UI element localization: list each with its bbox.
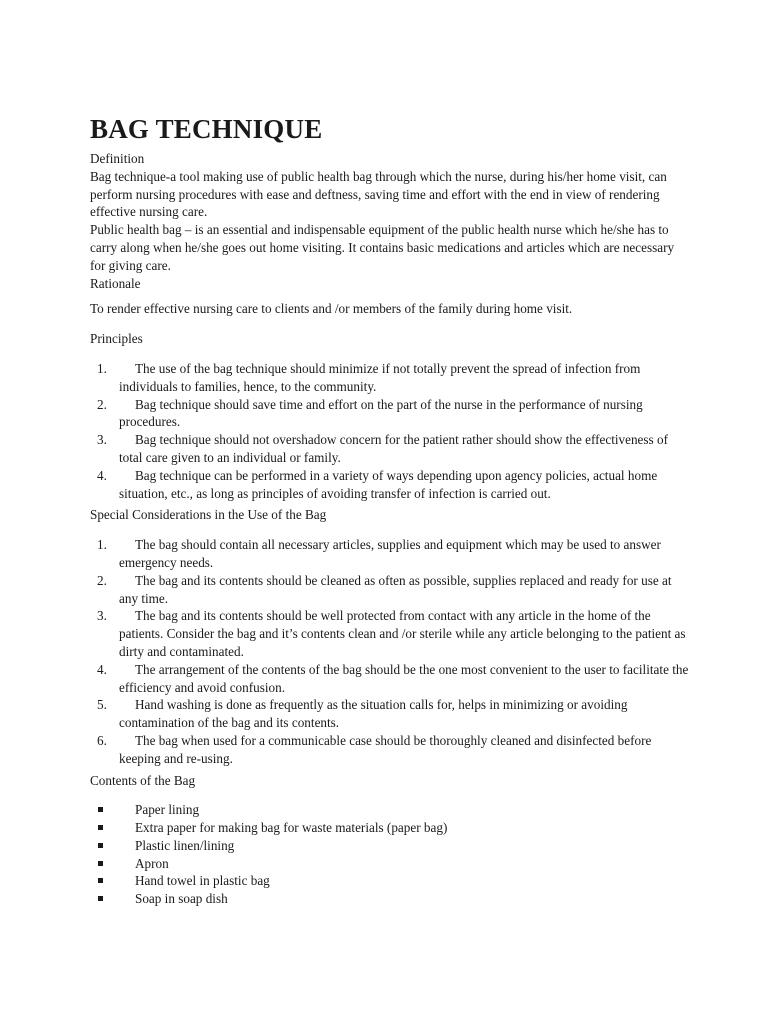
list-item (90, 801, 690, 819)
list-item (90, 467, 690, 503)
square-bullet-icon (98, 861, 103, 866)
list-item (90, 572, 690, 608)
list-item-text: Bag technique can be performed in a variety of ways depending upon agency policies, actual home situation, etc., as long as principles of avoiding transfer of infection is carried out. (119, 467, 658, 501)
list-item-text: Hand washing is done as frequently as the situation calls for, helps in minimizing or avoiding contamination of the bag and its contents. (119, 697, 628, 731)
list-item (90, 732, 690, 768)
list-number: 1. (97, 537, 107, 553)
list-number: 2. (97, 396, 107, 412)
list-item-text: The bag and its contents should be cleaned as often as possible, supplies replaced and ready for use at any time. (119, 572, 672, 606)
list-item (90, 536, 690, 572)
list-item-text: Bag technique should save time and effort on the part of the nurse in the performance of nursing procedures. (119, 396, 643, 430)
definition-paragraph-public-health-bag: Public health bag – is an essential and indispensable equipment of the public health nurse which he/she has to carry along when he/she goes out home visiting. It contains basic medications and articles which are necessary for giving care. (90, 222, 675, 273)
list-item-text: Soap in soap dish (135, 891, 228, 907)
list-item-text: Paper lining (135, 802, 200, 818)
list-item (90, 872, 690, 890)
list-item (90, 360, 690, 396)
rationale-text: To render effective nursing care to clients and /or members of the family during home visit. (90, 301, 573, 317)
document-title: BAG TECHNIQUE (90, 114, 323, 144)
definition-heading: Definition (90, 151, 145, 166)
list-number: 1. (97, 360, 107, 376)
contents-list (90, 801, 690, 908)
list-item-text: The use of the bag technique should minimize if not totally prevent the spread of infection from individuals to families, hence, to the community. (119, 360, 641, 394)
square-bullet-icon (98, 896, 103, 901)
list-item-text: The arrangement of the contents of the bag should be the one most convenient to the user to facilitate the efficiency and avoid confusion. (119, 661, 689, 695)
list-item-text: The bag when used for a communicable case should be thoroughly cleaned and disinfected before keeping and re-using. (119, 732, 652, 766)
rationale-heading: Rationale (90, 275, 141, 291)
list-number: 4. (97, 467, 107, 483)
list-item-text: Bag technique should not overshadow concern for the patient rather should show the effectiveness of total care given to an individual or family. (119, 432, 668, 465)
list-item (90, 431, 690, 467)
list-item (90, 696, 690, 732)
special-considerations-heading: Special Considerations in the Use of the Bag (90, 507, 327, 523)
list-item-text: Hand towel in plastic bag (135, 873, 270, 889)
list-item-text: Apron (135, 855, 169, 871)
list-item (90, 661, 690, 697)
special-considerations-list (90, 536, 690, 767)
list-item (90, 890, 690, 908)
definition-paragraph-bag-technique: Bag technique-a tool making use of public health bag through which the nurse, during his/her home visit, can perform nursing procedures with ease and deftness, saving time and effort with the end in view of rendering effective nursing care. (90, 168, 667, 220)
list-number: 3. (97, 432, 107, 448)
list-item (90, 819, 690, 837)
list-item-text: Extra paper for making bag for waste materials (paper bag) (135, 820, 448, 836)
list-item-text: Plastic linen/lining (135, 837, 235, 853)
square-bullet-icon (98, 843, 103, 848)
list-item (90, 607, 690, 660)
list-number: 2. (97, 572, 107, 588)
square-bullet-icon (98, 807, 103, 812)
list-number: 4. (97, 661, 107, 677)
list-item (90, 855, 690, 873)
principles-list (90, 360, 690, 502)
list-item-text: The bag should contain all necessary articles, supplies and equipment which may be used to answer emergency needs. (119, 537, 661, 570)
list-number: 5. (97, 697, 107, 713)
list-number: 3. (97, 608, 107, 624)
list-item-text: The bag and its contents should be well protected from contact with any article in the home of the patients. Consider the bag and it’s contents clean and /or sterile while any article belonging to the patient as dirty and contaminated. (119, 608, 686, 659)
contents-heading: Contents of the Bag (90, 772, 196, 788)
square-bullet-icon (98, 825, 103, 830)
list-item (90, 837, 690, 855)
principles-heading: Principles (90, 331, 143, 347)
list-number: 6. (97, 732, 107, 748)
document-page (90, 112, 690, 908)
square-bullet-icon (98, 878, 103, 883)
list-item (90, 396, 690, 432)
